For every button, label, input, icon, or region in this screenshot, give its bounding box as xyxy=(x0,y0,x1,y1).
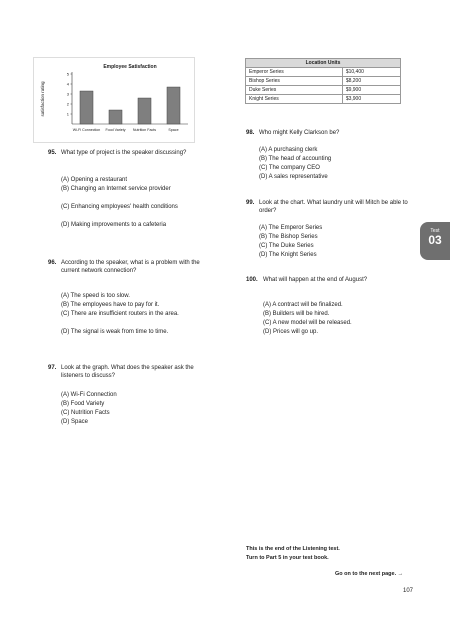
x-tick-label: Space xyxy=(168,128,179,132)
answer-option[interactable]: (A) Wi-Fi Connection xyxy=(61,392,117,398)
answer-option[interactable]: (D) Prices will go up. xyxy=(263,329,319,335)
table-row xyxy=(246,95,401,104)
table-header: Location Units xyxy=(246,59,401,68)
turn-to-part5-text: Turn to Part 5 in your test book. xyxy=(246,555,329,561)
answer-option[interactable]: (A) A contract will be finalized. xyxy=(263,302,343,308)
table-cell: $9,900 xyxy=(342,86,400,95)
answer-option[interactable]: (A) The speed is too slow. xyxy=(61,293,130,299)
y-tick-label: 5 xyxy=(66,71,69,77)
table-row xyxy=(246,86,401,95)
question-stem: What type of project is the speaker discussing? xyxy=(61,150,187,156)
answer-option[interactable]: (B) Food Variety xyxy=(61,401,105,407)
chart-title: Employee Satisfaction xyxy=(103,64,157,70)
location-units-table xyxy=(245,58,401,104)
answer-option[interactable]: (A) Opening a restaurant xyxy=(61,177,128,183)
test-tab-label: Test xyxy=(430,228,440,234)
question-99 xyxy=(246,199,416,269)
question-100 xyxy=(246,276,416,346)
employee-satisfaction-chart xyxy=(33,57,195,143)
x-tick-label: Nutrition Facts xyxy=(132,128,157,132)
answer-option[interactable]: (C) Enhancing employees' health conditions xyxy=(61,204,178,210)
answer-option[interactable]: (C) A new model will be released. xyxy=(263,320,352,326)
x-tick-label: Wi-Fi Connection xyxy=(72,128,101,132)
question-95 xyxy=(48,149,218,249)
table-row xyxy=(246,68,401,77)
table-cell: $10,400 xyxy=(342,68,400,77)
table-cell: Emperor Series xyxy=(246,68,343,77)
table-cell: $8,200 xyxy=(342,77,400,86)
end-of-listening-text: This is the end of the Listening test. xyxy=(246,546,340,552)
question-number: 99. xyxy=(246,200,255,206)
bar xyxy=(80,91,93,124)
answer-option[interactable]: (A) A purchasing clerk xyxy=(259,147,318,153)
question-stem: What will happen at the end of August? xyxy=(263,277,368,283)
answer-option[interactable]: (C) There are insufficient routers in the area. xyxy=(61,311,179,317)
answer-option[interactable]: (B) The employees have to pay for it. xyxy=(61,302,160,308)
bar xyxy=(138,98,151,124)
question-number: 97. xyxy=(48,365,57,371)
y-tick-label: 2 xyxy=(66,101,69,107)
table-cell: Bishop Series xyxy=(246,77,343,86)
table-cell: Duke Series xyxy=(246,86,343,95)
answer-option[interactable]: (C) Nutrition Facts xyxy=(61,410,110,416)
page-number: 107 xyxy=(403,588,414,594)
table-cell: Knight Series xyxy=(246,95,343,104)
y-tick-label: 1 xyxy=(66,111,69,117)
answer-option[interactable]: (B) Changing an Internet service provider xyxy=(61,186,171,192)
next-page-text: Go on to the next page. → xyxy=(335,571,404,577)
answer-option[interactable]: (D) The Knight Series xyxy=(259,252,317,258)
question-stem: Who might Kelly Clarkson be? xyxy=(259,130,340,136)
question-stem: Look at the chart. What laundry unit will Mitch be able to order? xyxy=(259,200,408,214)
question-96 xyxy=(48,259,218,359)
answer-option[interactable]: (D) A sales representative xyxy=(259,174,328,180)
question-number: 98. xyxy=(246,130,255,136)
answer-option[interactable]: (B) The Bishop Series xyxy=(259,234,318,240)
y-tick-label: 4 xyxy=(66,81,69,87)
question-98 xyxy=(246,129,416,189)
y-tick-label: 3 xyxy=(66,91,69,97)
answer-option[interactable]: (B) Builders will be hired. xyxy=(263,311,330,317)
answer-option[interactable]: (D) Making improvements to a cafeteria xyxy=(61,222,167,228)
bar xyxy=(109,110,122,124)
test-tab-number: 03 xyxy=(428,233,442,247)
table-row xyxy=(246,77,401,86)
question-stem: According to the speaker, what is a problem with the current network connection? xyxy=(61,260,200,274)
question-number: 95. xyxy=(48,150,57,156)
y-axis-label: satisfaction rating xyxy=(40,81,45,117)
answer-option[interactable]: (D) The signal is weak from time to time. xyxy=(61,329,169,335)
answer-option[interactable]: (C) The Duke Series xyxy=(259,243,314,249)
question-number: 96. xyxy=(48,260,57,266)
bar xyxy=(167,87,180,124)
question-stem: Look at the graph. What does the speaker ask the listeners to discuss? xyxy=(61,365,194,379)
question-97 xyxy=(48,364,218,434)
bar-chart-svg xyxy=(34,58,194,142)
answer-option[interactable]: (B) The head of accounting xyxy=(259,156,332,162)
test-tab xyxy=(420,222,450,260)
answer-option[interactable]: (A) The Emperor Series xyxy=(259,225,323,231)
answer-option[interactable]: (D) Space xyxy=(61,419,89,425)
answer-option[interactable]: (C) The company CEO xyxy=(259,165,320,171)
question-number: 100. xyxy=(246,277,258,283)
x-tick-label: Food Variety xyxy=(105,128,126,132)
table-cell: $3,900 xyxy=(342,95,400,104)
